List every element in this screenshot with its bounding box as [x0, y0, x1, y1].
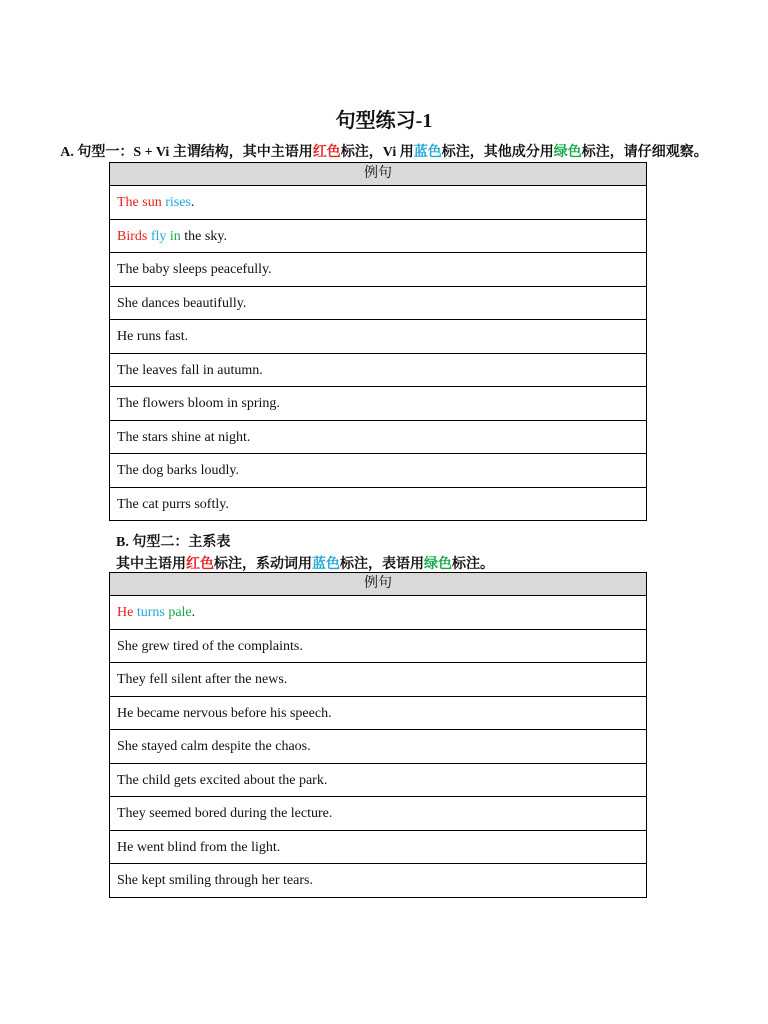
green-segment: in [169, 228, 181, 244]
green-segment: 绿色 [553, 145, 582, 160]
red-segment: He [117, 605, 134, 620]
table-row [110, 454, 646, 488]
page-title: 句型练习-1 [335, 110, 433, 132]
text-segment: 标注，系动词用 [214, 557, 312, 572]
blue-segment: 蓝色 [312, 557, 340, 572]
blue-segment: fly [150, 228, 167, 244]
table-header: 例句 [110, 573, 646, 596]
text-segment: The dog barks loudly. [117, 463, 239, 478]
text-segment: She stayed calm despite the chaos. [117, 739, 311, 754]
blue-segment: turns [136, 605, 165, 620]
table-row [110, 596, 646, 630]
text-segment: . [190, 195, 195, 210]
green-segment: pale [168, 605, 192, 620]
red-segment: 红色 [312, 145, 341, 160]
blue-segment: rises [165, 195, 191, 210]
text-segment: She kept smiling through her tears. [117, 873, 313, 888]
red-segment: Birds [117, 228, 148, 244]
table-row [110, 730, 646, 764]
text-segment: 其中主语用 [116, 557, 186, 572]
text-segment: They fell silent after the news. [117, 672, 288, 687]
text-segment: 标注，请仔细观察。 [581, 145, 708, 160]
table-row [110, 864, 646, 898]
text-segment: The cat purrs softly. [117, 496, 229, 512]
table-row [110, 387, 646, 421]
red-segment: 红色 [186, 557, 214, 572]
red-segment: The sun [117, 195, 162, 210]
table-row [110, 253, 646, 287]
table-row [110, 421, 646, 455]
text-segment: The flowers bloom in spring. [117, 396, 280, 411]
text-segment: He went blind from the light. [117, 839, 281, 855]
blue-segment: 蓝色 [413, 145, 442, 160]
table-row [110, 220, 646, 254]
table-row [110, 354, 646, 388]
text-segment: . [191, 605, 196, 620]
text-segment: 标注，Vi 用 [340, 145, 414, 160]
text-segment: The leaves fall in autumn. [117, 362, 263, 378]
table-row [110, 831, 646, 865]
text-segment: They seemed bored during the lecture. [117, 806, 333, 821]
text-segment: A. 句型一：S + Vi 主谓结构，其中主语用 [60, 145, 313, 160]
table-row [110, 287, 646, 321]
text-segment: 标注，表语用 [340, 557, 424, 572]
table-row [110, 797, 646, 831]
text-segment: 标注，其他成分用 [441, 145, 554, 160]
table-row [110, 764, 646, 798]
text-segment: The child gets excited about the park. [117, 772, 328, 788]
text-segment: The baby sleeps peacefully. [117, 262, 272, 277]
table-header: 例句 [110, 163, 646, 186]
table-row [110, 488, 646, 522]
green-segment: 绿色 [424, 557, 452, 572]
text-segment: She dances beautifully. [117, 295, 247, 311]
sentence-table-b [109, 572, 647, 898]
table-row [110, 320, 646, 354]
table-row [110, 630, 646, 664]
section-b-note [116, 553, 494, 573]
text-segment: She grew tired of the complaints. [117, 638, 303, 654]
table-row [110, 697, 646, 731]
section-b-heading: B. 句型二：主系表 [116, 535, 231, 550]
text-segment: He became nervous before his speech. [117, 705, 332, 721]
text-segment: The stars shine at night. [117, 429, 251, 445]
text-segment: the sky. [180, 228, 227, 244]
text-segment: He runs fast. [117, 329, 189, 344]
sentence-table-a [109, 162, 647, 521]
section-a-heading [0, 141, 768, 161]
text-segment: 标注。 [452, 557, 494, 572]
table-row [110, 663, 646, 697]
table-row [110, 186, 646, 220]
